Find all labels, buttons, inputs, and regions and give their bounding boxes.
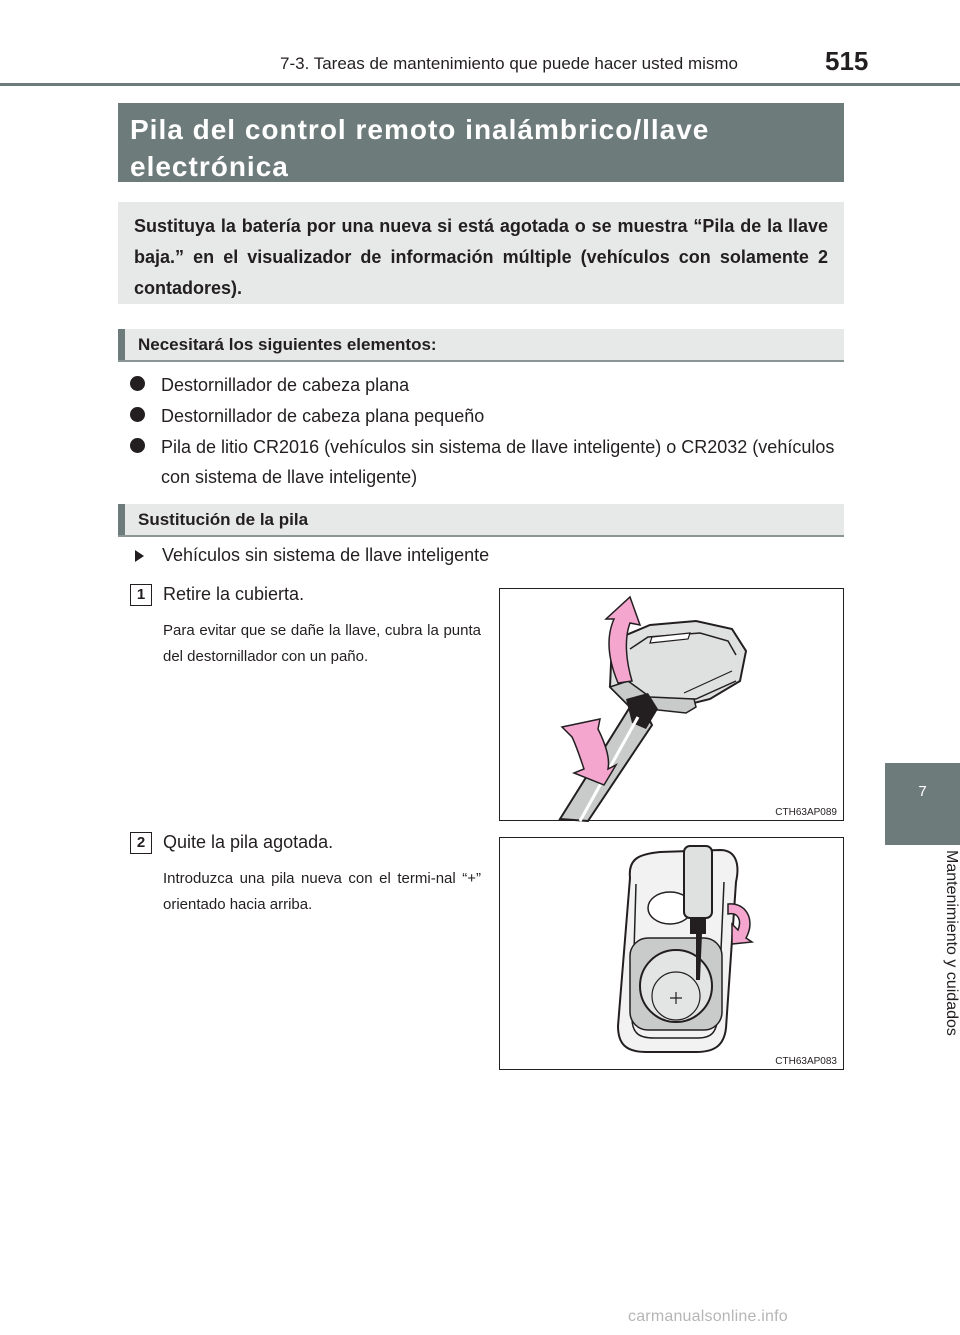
needed-list: [127, 370, 847, 492]
step-note-1: Para evitar que se dañe la llave, cubra la punta del destornillador con un paño.: [163, 622, 481, 665]
header-rule: [0, 83, 960, 86]
chapter-number: 7: [918, 783, 927, 800]
list-item-text: Destornillador de cabeza plana pequeño: [161, 406, 485, 426]
needed-heading: Necesitará los siguientes elementos:: [118, 329, 844, 362]
figure-code: CTH63AP083: [775, 1056, 837, 1067]
chapter-tab[interactable]: [885, 763, 960, 845]
chapter-label-text: Mantenimiento y cuidados: [943, 850, 960, 1036]
step-title-2: Quite la pila agotada.: [163, 832, 334, 852]
step-number-2: 2: [130, 832, 152, 854]
triangle-bullet-icon: [135, 550, 144, 562]
subheading-text: Vehículos sin sistema de llave inteligente: [162, 545, 490, 565]
step-note-2: Introduzca una pila nueva con el termi-nal “+” orientado hacia arriba.: [163, 870, 481, 913]
chapter-label: [885, 848, 960, 1038]
watermark[interactable]: carmanualsonline.info: [628, 1308, 788, 1325]
section-title: Pila del control remoto inalámbrico/llave electrónica: [118, 103, 844, 182]
list-item: [127, 370, 847, 400]
battery-illustration: [500, 838, 845, 1071]
figure-code: CTH63AP089: [775, 807, 837, 818]
list-item: [127, 432, 847, 492]
bullet-icon: [130, 376, 145, 391]
page-number: 515: [825, 46, 869, 76]
bullet-icon: [130, 407, 145, 422]
list-item-text: Pila de litio CR2016 (vehículos sin sistema de llave inteligente) o CR2032 (vehículos con sistema de llave inteligente): [161, 437, 835, 487]
figure-remove-battery: [499, 837, 844, 1070]
running-header: 7-3. Tareas de mantenimiento que puede hacer usted mismo: [280, 54, 739, 73]
replacement-heading: Sustitución de la pila: [118, 504, 844, 537]
subheading: [135, 545, 489, 566]
key-cover-illustration: [500, 589, 845, 822]
step-number-1: 1: [130, 584, 152, 606]
list-item-text: Destornillador de cabeza plana: [161, 375, 410, 395]
bullet-icon: [130, 438, 145, 453]
intro-panel: Sustituya la batería por una nueva si está agotada o se muestra “Pila de la llave baja.” en el visualizador de información múltiple (vehículos con solamente 2 contadores).: [118, 202, 844, 304]
figure-remove-cover: [499, 588, 844, 821]
list-item: [127, 401, 847, 431]
step-title-1: Retire la cubierta.: [163, 584, 305, 604]
